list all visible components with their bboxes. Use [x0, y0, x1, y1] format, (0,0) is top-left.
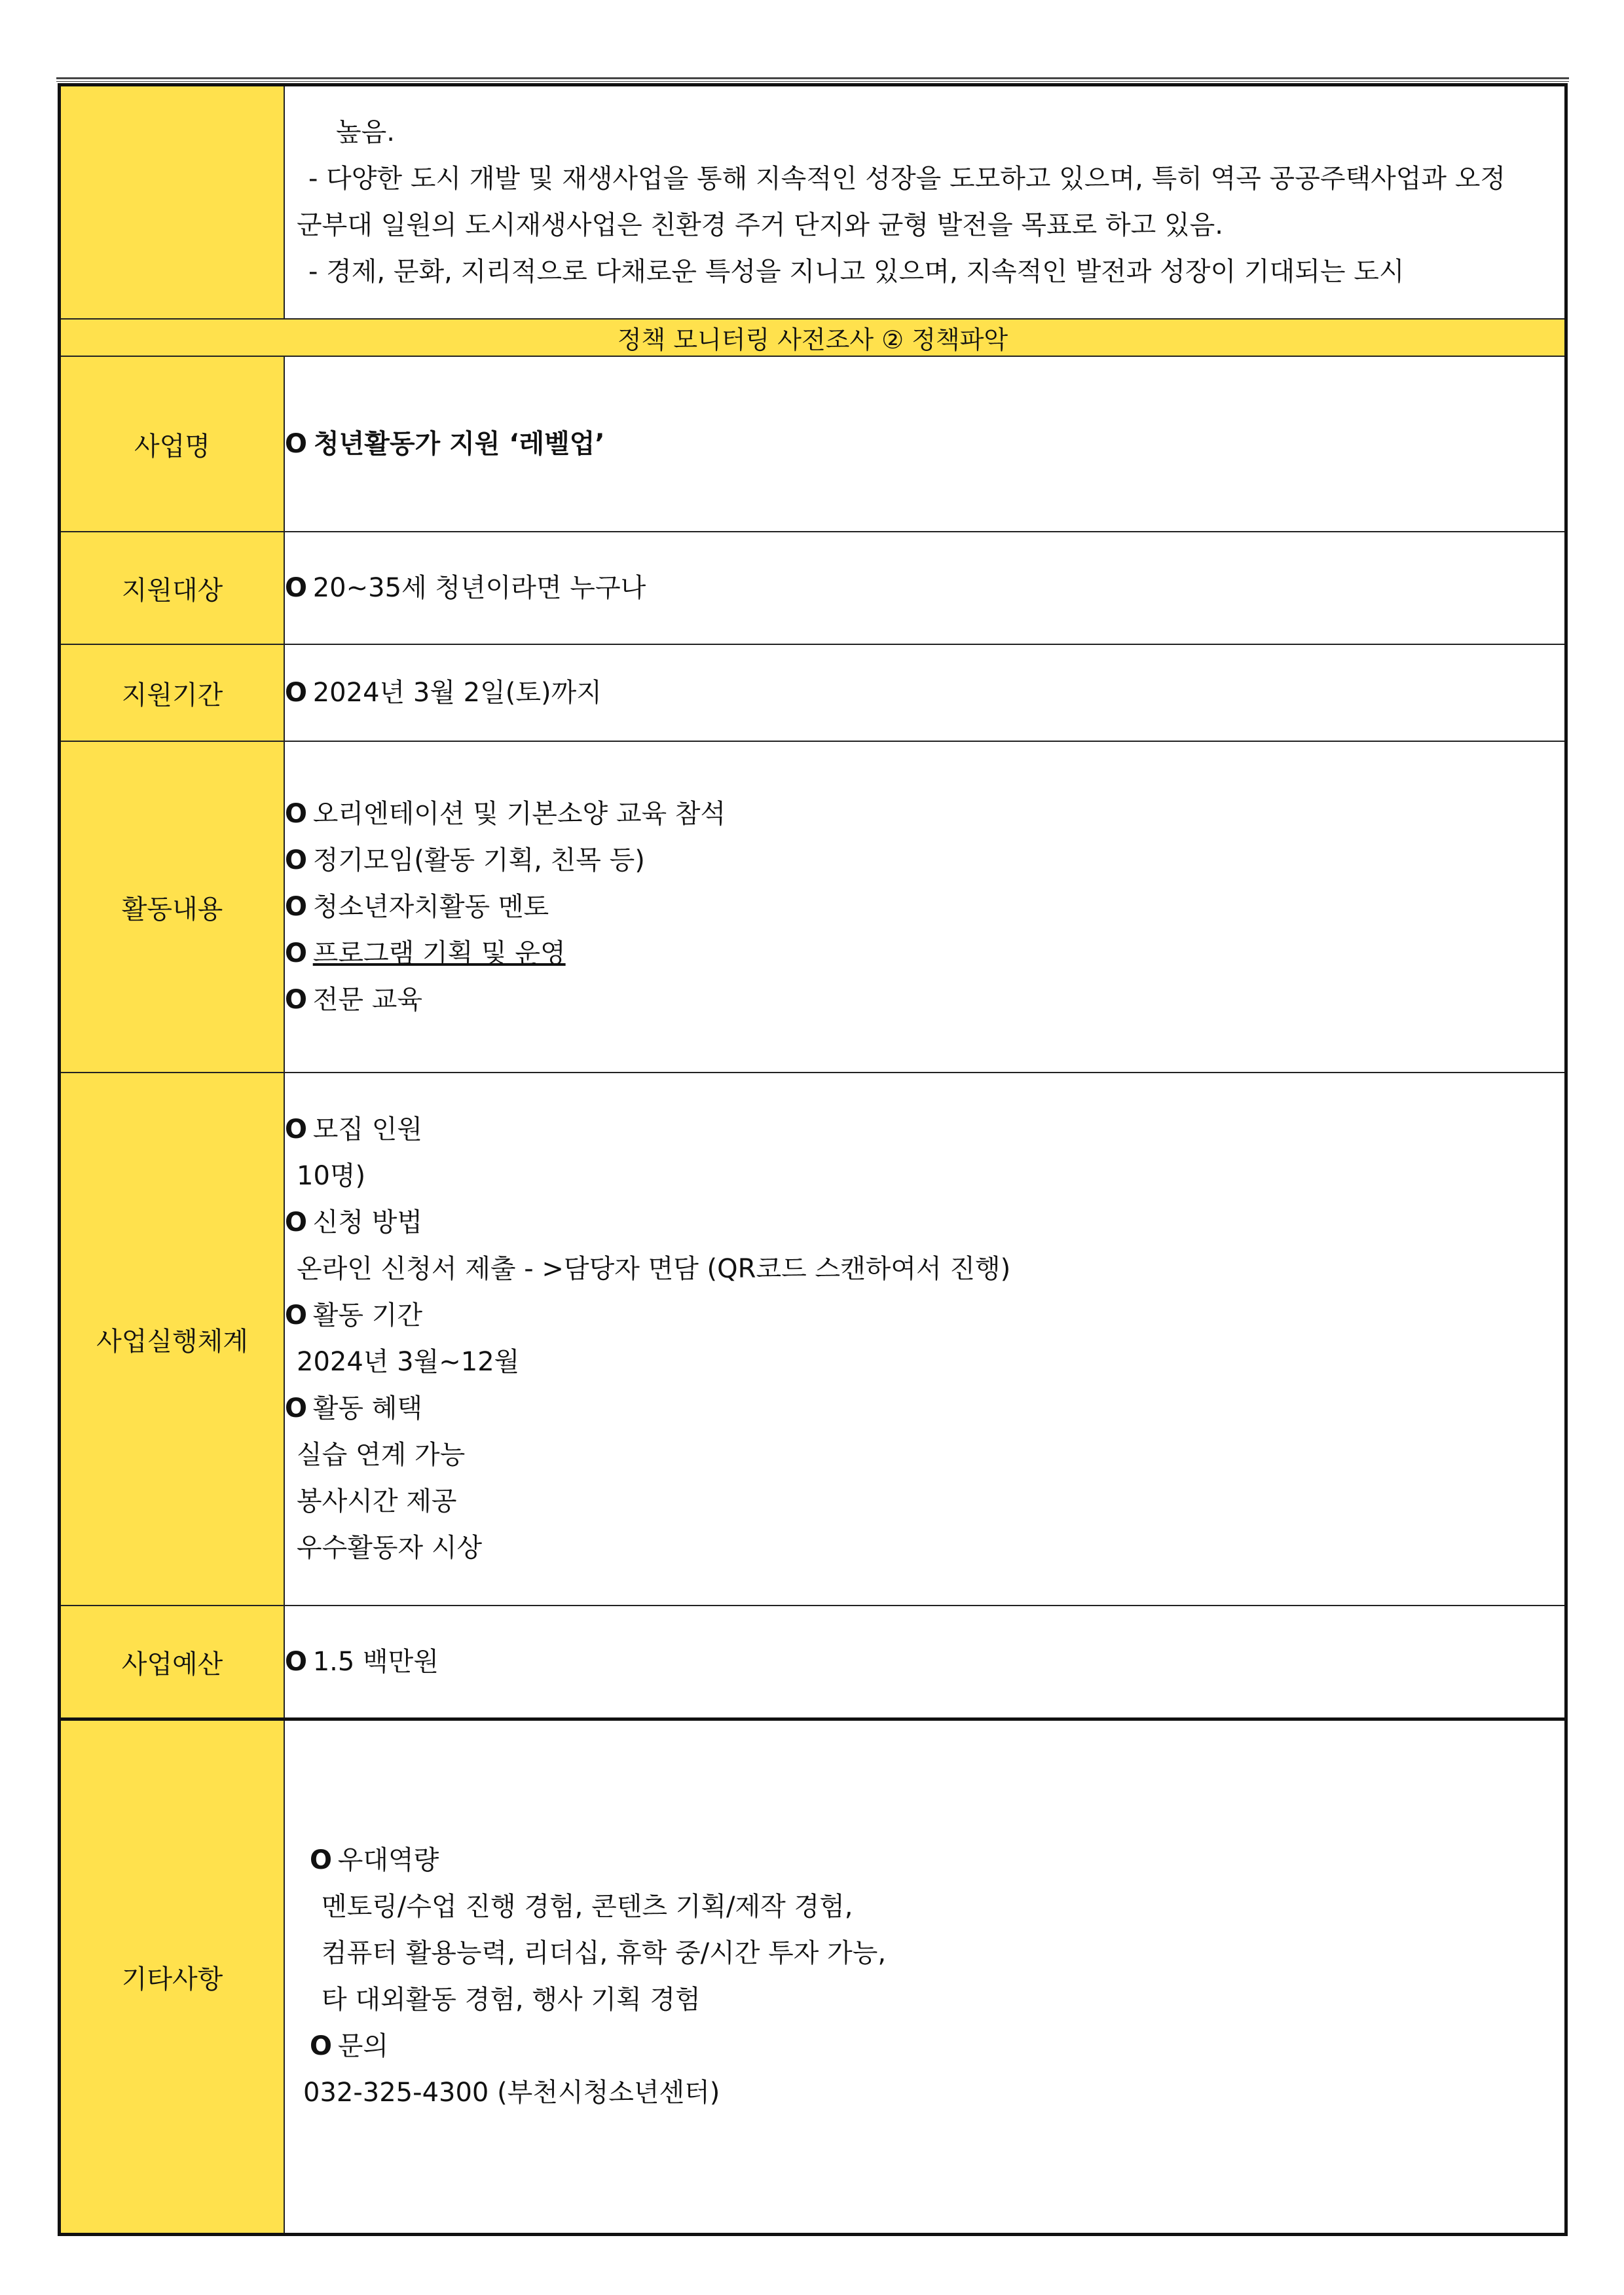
activity-period-title: 활동 기간	[312, 1300, 422, 1331]
period-row	[60, 644, 1566, 741]
activity-item: 청소년자치활동 멘토	[312, 891, 549, 922]
business-name-value: 청년활동가 지원 ‘레벨업’	[313, 428, 605, 459]
recruit-title: 모집 인원	[312, 1114, 422, 1145]
business-name-row	[60, 356, 1566, 532]
activities-label: 활동내용	[60, 741, 285, 1073]
intro-label-cell	[60, 85, 285, 320]
system-content	[284, 1073, 1566, 1606]
apply-value: 온라인 신청서 제출 - >담당자 면담 (QR코드 스캔하여서 진행)	[297, 1254, 1011, 1284]
period-content	[284, 644, 1566, 741]
bullet-icon: O	[310, 1845, 333, 1875]
business-name-content	[284, 356, 1566, 532]
bullet-icon: O	[285, 891, 308, 922]
activities-row	[60, 741, 1566, 1073]
top-rule	[56, 77, 1569, 82]
bullet-icon: O	[285, 428, 308, 459]
business-name-label: 사업명	[60, 356, 285, 532]
bullet-icon: O	[285, 798, 308, 829]
activities-content	[284, 741, 1566, 1073]
activity-item: 전문 교육	[312, 984, 422, 1015]
intro-line: - 다양한 도시 개발 및 재생사업을 통해 지속적인 성장을 도모하고 있으며, 특히 역곡 공공주택사업과 오정	[308, 164, 1506, 194]
budget-content	[284, 1606, 1566, 1719]
pref-title: 우대역량	[337, 1845, 439, 1875]
benefit-title: 활동 혜택	[312, 1393, 422, 1423]
period-label: 지원기간	[60, 644, 285, 741]
target-content	[284, 532, 1566, 644]
bullet-icon: O	[285, 1207, 308, 1238]
recruit-value: 10명)	[297, 1161, 366, 1191]
banner-row	[60, 319, 1566, 356]
benefit-item: 봉사시간 제공	[297, 1486, 457, 1516]
system-label: 사업실행체계	[60, 1073, 285, 1606]
period-value: 2024년 3월 2일(토)까지	[312, 677, 602, 708]
intro-line: - 경제, 문화, 지리적으로 다채로운 특성을 지니고 있으며, 지속적인 발전과 성장이 기대되는 도시	[308, 257, 1405, 287]
bullet-icon: O	[310, 2031, 333, 2061]
apply-title: 신청 방법	[312, 1207, 422, 1238]
bullet-icon: O	[285, 572, 308, 603]
system-row	[60, 1073, 1566, 1606]
benefit-item: 우수활동자 시상	[297, 1533, 483, 1563]
activity-item: 정기모임(활동 기획, 친목 등)	[312, 845, 645, 875]
intro-content	[284, 85, 1566, 320]
bullet-icon: O	[285, 677, 308, 708]
section-banner: 정책 모니터링 사전조사 ② 정책파악	[60, 319, 1566, 356]
bullet-icon: O	[285, 1300, 308, 1331]
policy-form-table	[58, 83, 1568, 2236]
bullet-icon: O	[285, 1114, 308, 1145]
budget-value: 1.5 백만원	[312, 1646, 439, 1677]
budget-label: 사업예산	[60, 1606, 285, 1719]
benefit-item: 실습 연계 가능	[297, 1440, 466, 1470]
bullet-icon: O	[285, 984, 308, 1015]
intro-line: 높음.	[336, 117, 395, 147]
bullet-icon: O	[285, 1646, 308, 1677]
bullet-icon: O	[285, 1393, 308, 1423]
activity-period-value: 2024년 3월~12월	[297, 1347, 520, 1377]
contact-title: 문의	[337, 2031, 388, 2061]
intro-row	[60, 85, 1566, 320]
intro-line: 군부대 일원의 도시재생사업은 친환경 주거 단지와 균형 발전을 목표로 하고 있음.	[297, 210, 1223, 240]
activity-item: 오리엔테이션 및 기본소양 교육 참석	[312, 798, 726, 829]
budget-row	[60, 1606, 1566, 1719]
pref-item: 타 대외활동 경험, 행사 기획 경험	[322, 1985, 701, 2015]
activity-item: 프로그램 기획 및 운영	[312, 938, 566, 968]
bullet-icon: O	[285, 845, 308, 875]
contact-value: 032-325-4300 (부천시청소년센터)	[303, 2078, 720, 2108]
target-row	[60, 532, 1566, 644]
pref-item: 멘토링/수업 진행 경험, 콘텐츠 기획/제작 경험,	[322, 1892, 853, 1922]
target-value: 20~35세 청년이라면 누구나	[312, 572, 646, 603]
etc-label: 기타사항	[60, 1719, 285, 2235]
bullet-icon: O	[285, 938, 308, 968]
target-label: 지원대상	[60, 532, 285, 644]
etc-content	[284, 1719, 1566, 2235]
etc-row	[60, 1719, 1566, 2235]
pref-item: 컴퓨터 활용능력, 리더십, 휴학 중/시간 투자 가능,	[322, 1938, 887, 1968]
